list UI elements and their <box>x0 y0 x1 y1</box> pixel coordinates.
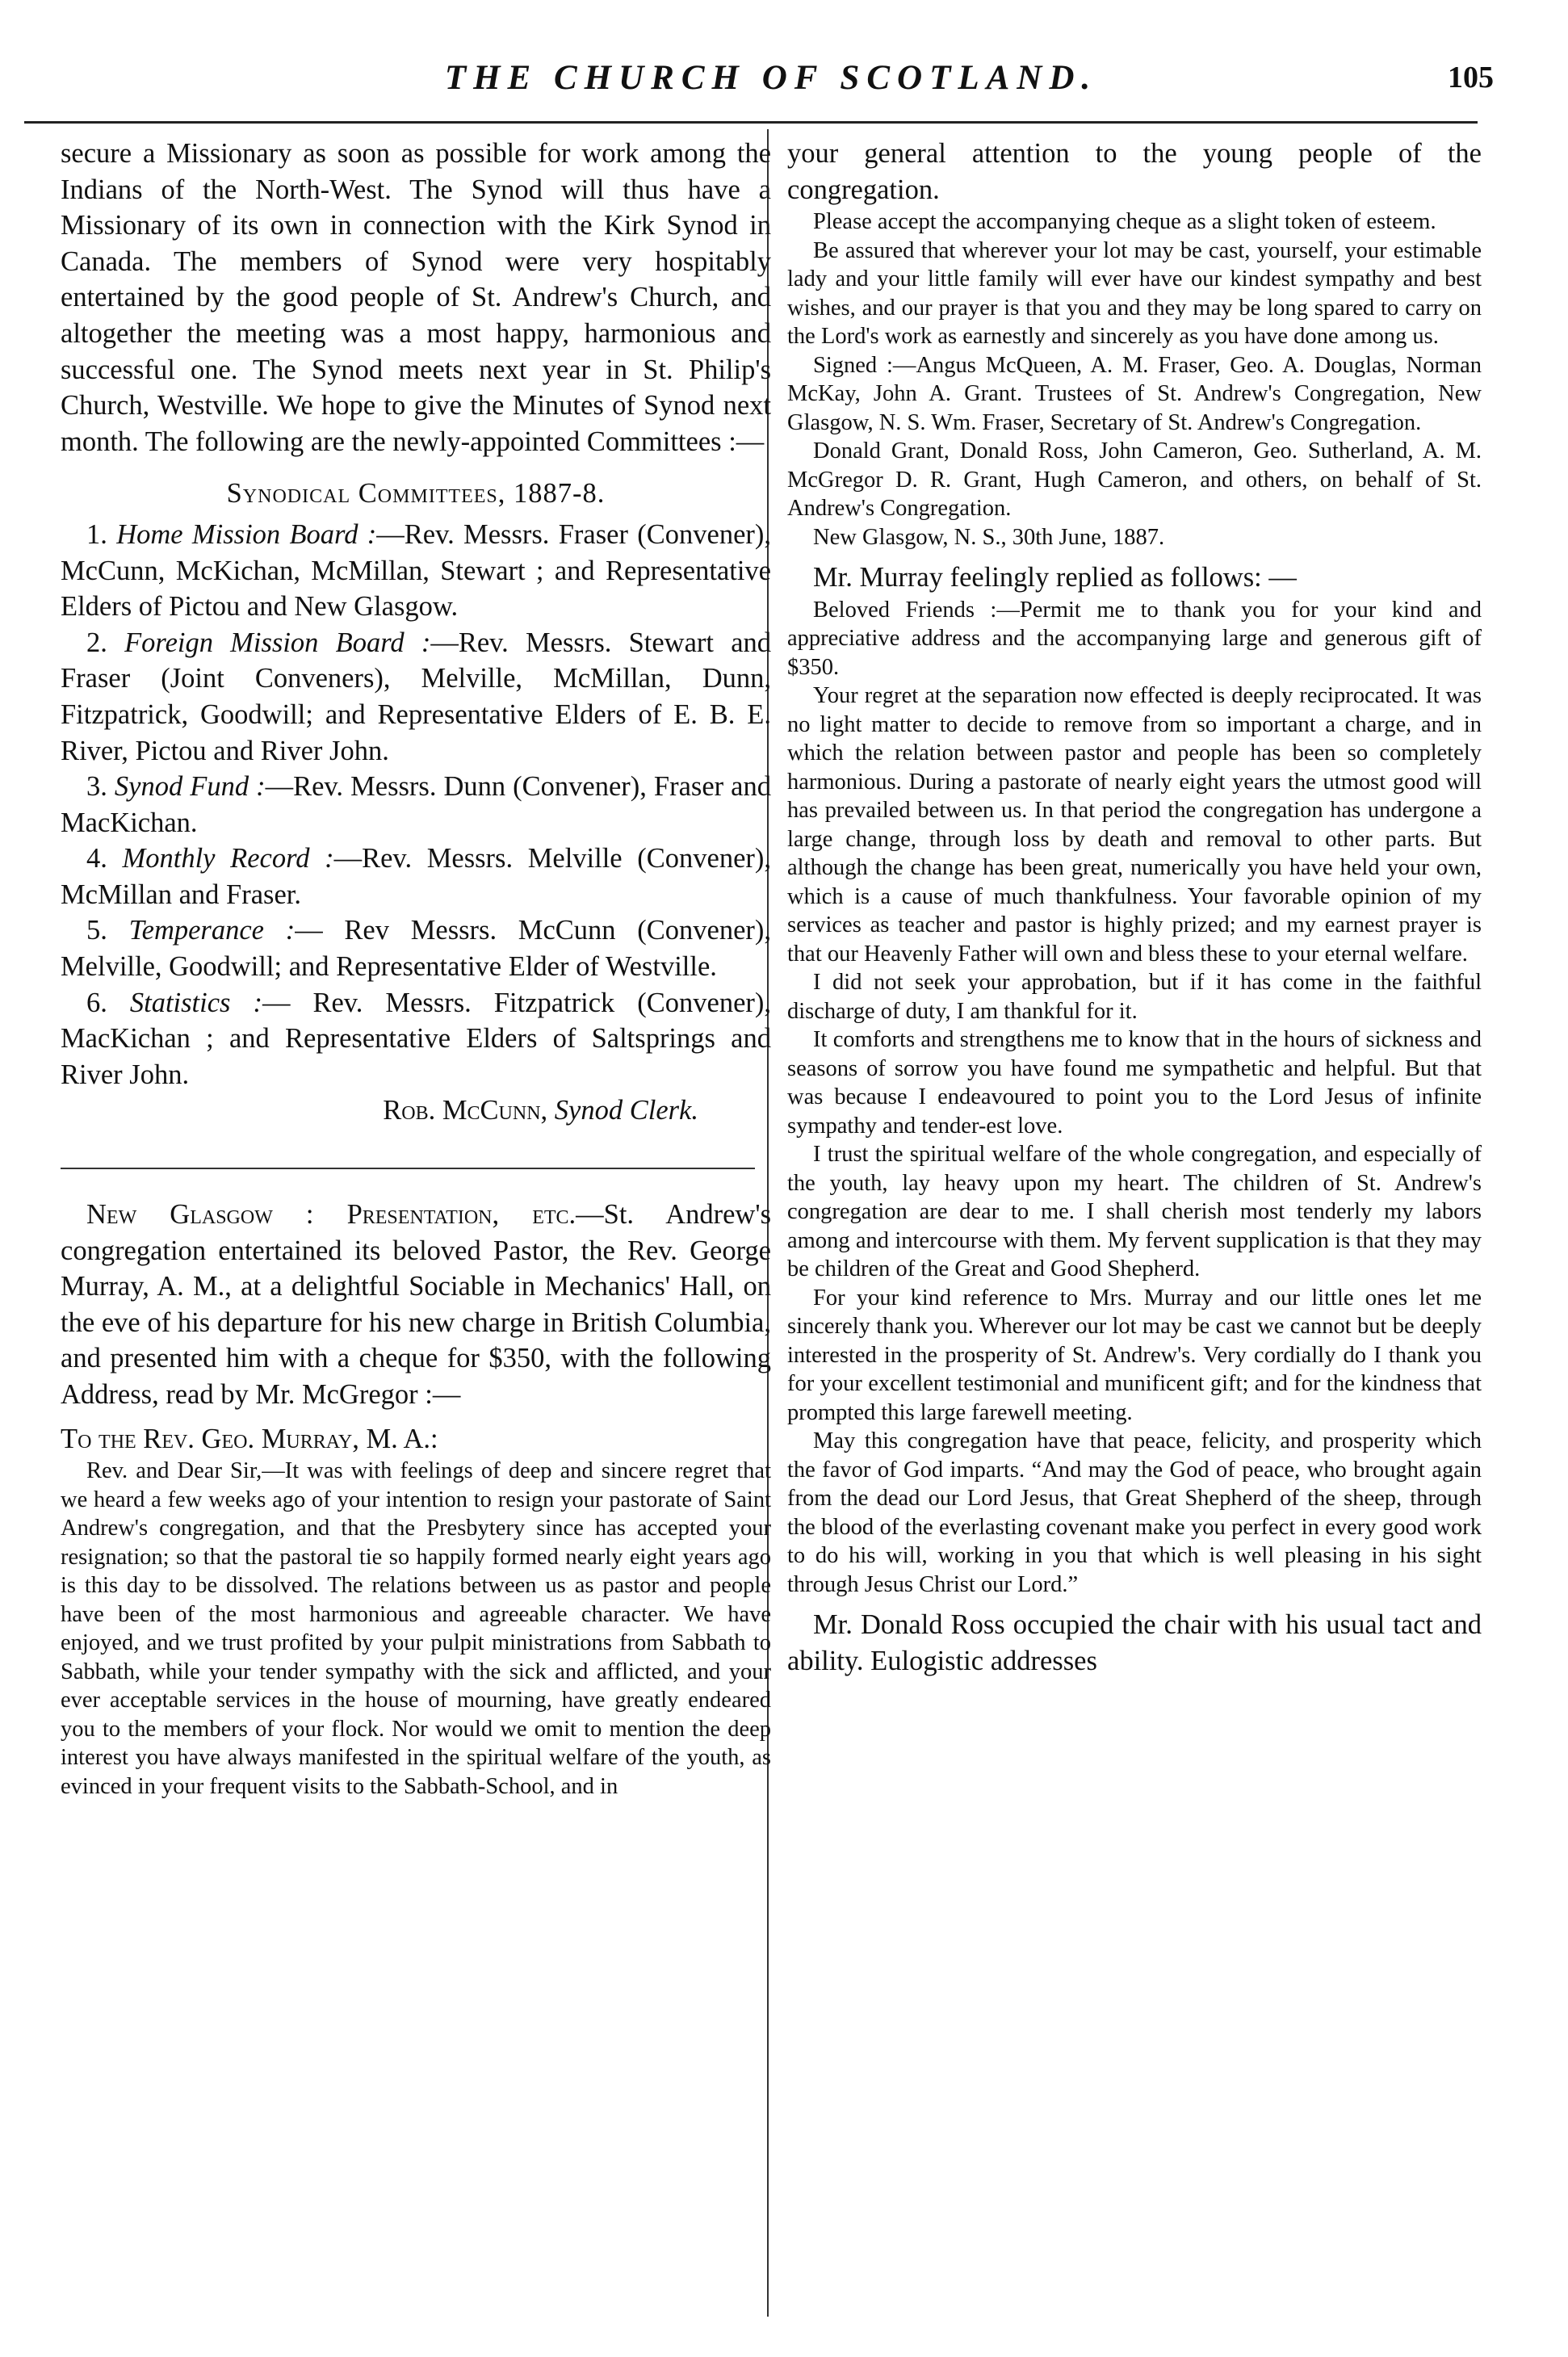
item-text: —Rev. Messrs. Stewart and Fraser (Joint Conveners), Melville, McMillan, Dunn, Fitzpatrick, Goodwill; and Representative Elders of E. B. E. River, Pictou and River John. <box>61 627 771 766</box>
committee-item-statistics <box>61 985 771 1093</box>
item-title: Home Mission Board : <box>116 518 377 550</box>
committee-item-temperance <box>61 912 771 984</box>
section-separator <box>61 1168 755 1169</box>
item-text: — Rev Messrs. McCunn (Convener), Melville, Goodwill; and Representative Elder of Westville. <box>61 915 771 983</box>
item-number: 4. <box>86 843 107 874</box>
item-title: Synod Fund : <box>114 771 266 803</box>
item-text: —Rev. Messrs. Dunn (Convener), Fraser and MacKichan. <box>61 771 771 838</box>
page-number: 105 <box>1448 61 1494 94</box>
item-number: 2. <box>86 627 107 658</box>
address-cheque: Please accept the accompanying cheque as a slight token of esteem. <box>813 209 1436 235</box>
reply-paragraph: May this congregation have that peace, felicity, and prosperity which the favor of God imparts. “And may the God of peace, who brought again from the dead our Lord Jesus, that Great Shepherd of the sheep, through the blood of the everlasting covenant make you perfect in every good work to do his will, working in you that which is well pleasing in his sight through Jesus Christ our Lord.” <box>787 1428 1482 1597</box>
reply-paragraph: Beloved Friends :—Permit me to thank you for your kind and appreciative address and the accompanying large and generous gift of $350. <box>787 597 1482 680</box>
closing-paragraph: Mr. Donald Ross occupied the chair with his usual tact and ability. Eulogistic addresses <box>787 1609 1482 1676</box>
address-salutation: To the Rev. Geo. Murray, M. A.: <box>61 1423 438 1454</box>
right-column <box>787 136 1482 2325</box>
item-text: —Rev. Messrs. Fraser (Convener), McCunn, McKichan, McMillan, Stewart ; and Representative Elders of Pictou and New Glasgow. <box>61 518 771 623</box>
item-title: Foreign Mission Board : <box>124 627 431 658</box>
item-number: 6. <box>86 987 107 1018</box>
address-signatories-continued: Donald Grant, Donald Ross, John Cameron, Geo. Sutherland, A. M. McGregor D. R. Grant, Hugh Cameron, and others, on behalf of St. Andrew's Congregation. <box>787 438 1482 522</box>
reply-paragraph: For your kind reference to Mrs. Murray and our little ones let me sincerely thank you. Wherever our lot may be cast we cannot but be deeply interested in the prosperity of St. Andrew's. Very cordially do I thank you for your excellent testimonial and munificent gift; and for the kindness that prompted this large farewell meeting. <box>787 1285 1482 1425</box>
item-number: 5. <box>86 915 107 946</box>
item-text: — Rev. Messrs. Fitzpatrick (Convener), MacKichan ; and Representative Elders of Saltsprings and River John. <box>61 987 771 1090</box>
item-text: —Rev. Messrs. Melville (Convener), McMillan and Fraser. <box>61 843 771 910</box>
clerk-signature <box>61 1093 771 1129</box>
item-number: 3. <box>86 771 107 803</box>
item-title: Statistics : <box>129 987 262 1018</box>
item-title: Temperance : <box>128 915 296 946</box>
address-wishes: Be assured that wherever your lot may be cast, yourself, your estimable lady and your little family will ever have our kindest sympathy and best wishes, and our prayer is that you and they may be long spared to carry on the Lord's work as earnestly and sincerely as you have done among us. <box>787 237 1482 350</box>
committee-item-home-mission <box>61 517 771 625</box>
reply-paragraph: I trust the spiritual welfare of the whole congregation, and especially of the youth, lay heavy upon my heart. The children of St. Andrew's congregation are dear to me. I shall cherish most tenderly my labors among and intercourse with them. My fervent supplication is that they may be children of the Great and Good Shepherd. <box>787 1142 1482 1282</box>
running-title: THE CHURCH OF SCOTLAND. <box>444 59 1098 97</box>
synod-report-paragraph: secure a Missionary as soon as possible for work among the Indians of the North-West. The Synod will thus have a Missionary of its own in connection with the Kirk Synod in Canada. The members of Synod were very hospitably entertained by the good people of St. Andrew's Church, and altogether the meeting was a most happy, harmonious and successful one. The Synod meets next year in St. Philip's Church, Westville. We hope to give the Minutes of Synod next month. The following are the newly-appointed Committees :— <box>61 138 771 457</box>
signature-title: Synod Clerk. <box>554 1095 698 1126</box>
committees-heading: Synodical Committees, 1887-8. <box>226 478 606 510</box>
header-rule <box>24 121 1478 124</box>
presentation-paragraph <box>61 1197 771 1413</box>
reply-paragraph: I did not seek your approbation, but if it has come in the faithful discharge of duty, I am thankful for it. <box>787 970 1482 1024</box>
address-continued: your general attention to the young people of the congregation. <box>787 138 1482 205</box>
reply-paragraph: Your regret at the separation now effected is deeply reciprocated. It was no light matter to decide to remove from so important a charge, and in which the relation between pastor and people has been so completely harmonious. During a pastorate of nearly eight years the utmost good will has prevailed between us. In that period the congregation has undergone a large change, through loss by death and removal to other parts. But although the change has been great, numerically you have held your own, which is a cause of much thankfulness. Your favorable opinion of my services as teacher and pastor is highly prized; and my earnest prayer is that our Heavenly Father will own and bless these to your eternal welfare. <box>787 683 1482 967</box>
committee-item-monthly-record <box>61 841 771 912</box>
presentation-heading: New Glasgow : Presentation, etc. <box>86 1199 576 1231</box>
address-dateline: New Glasgow, N. S., 30th June, 1887. <box>813 524 1165 550</box>
presentation-text: —St. Andrew's congregation entertained its beloved Pastor, the Rev. George Murray, A. M., at a delightful Sociable in Mechanics' Hall, on the eve of his departure for his new charge in British Columbia, and presented him with a cheque for $350, with the following Address, read by Mr. McGregor :— <box>61 1199 771 1410</box>
signature-name: Rob. McCunn, <box>383 1095 548 1126</box>
committee-item-foreign-mission <box>61 625 771 769</box>
address-body: Rev. and Dear Sir,—It was with feelings of deep and sincere regret that we heard a few weeks ago of your intention to resign your pastorate of Saint Andrew's congregation, and that the Presbytery since has accepted your resignation; so that the pastoral tie so happily formed nearly eight years ago is this day to be dissolved. The relations between us as pastor and people have been of the most harmonious and agreeable character. We have enjoyed, and we trust profited by your pulpit ministrations from Sabbath to Sabbath, while your tender sympathy with the sick and afflicted, and your ever acceptable services in the house of mourning, have greatly endeared you to the members of your flock. Nor would we omit to mention the deep interest you have always manifested in the spiritual welfare of the youth, as evinced in your frequent visits to the Sabbath-School, and in <box>61 1458 771 1799</box>
page-header <box>48 58 1494 115</box>
left-column <box>61 136 771 2325</box>
address-signatories: Signed :—Angus McQueen, A. M. Fraser, Geo. A. Douglas, Norman McKay, John A. Grant. Trustees of St. Andrew's Congregation, New Glasgow, N. S. Wm. Fraser, Secretary of St. Andrew's Congregation. <box>787 352 1482 435</box>
item-number: 1. <box>86 518 107 550</box>
reply-paragraph: It comforts and strengthens me to know that in the hours of sickness and seasons of sorrow you have found me sympathetic and helpful. But that was because I endeavoured to point you to the Lord Jesus of infinite sympathy and tender-est love. <box>787 1027 1482 1139</box>
reply-intro: Mr. Murray feelingly replied as follows: — <box>813 562 1297 593</box>
item-title: Monthly Record : <box>122 843 334 874</box>
committee-item-synod-fund <box>61 769 771 841</box>
